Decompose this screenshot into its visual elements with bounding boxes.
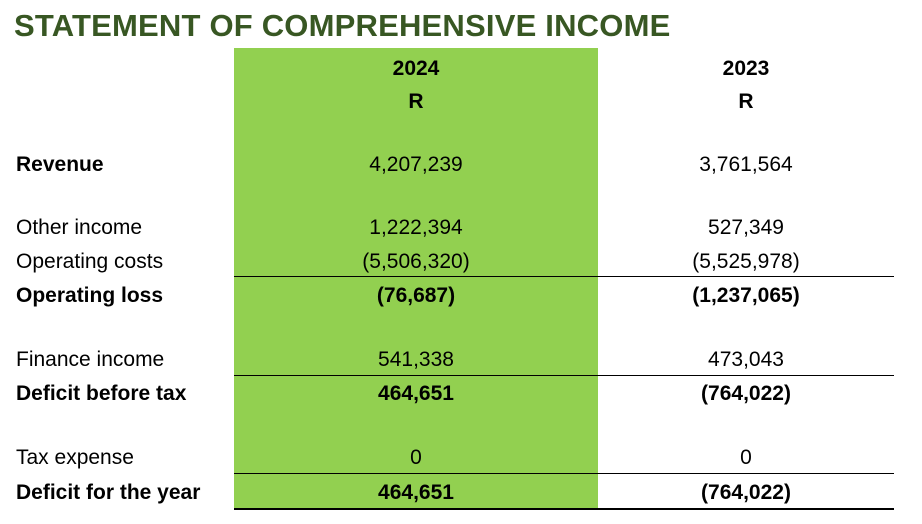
row-label-tax-expense: Tax expense <box>16 446 134 469</box>
value-other-income-2023: 527,349 <box>708 216 784 239</box>
value-deficit-for-year-2024: 464,651 <box>378 481 454 504</box>
row-label-revenue: Revenue <box>16 153 104 176</box>
value-deficit-before-tax-2023: (764,022) <box>701 382 791 405</box>
value-tax-expense-2024: 0 <box>410 446 422 469</box>
row-label-operating-loss: Operating loss <box>16 284 164 307</box>
rule-tax-expense <box>234 473 894 474</box>
header-year-2024: 2024 <box>392 57 440 80</box>
rule-final-total <box>234 508 894 510</box>
page-title: STATEMENT OF COMPREHENSIVE INCOME <box>14 8 671 43</box>
value-revenue-2024: 4,207,239 <box>369 153 463 176</box>
row-label-deficit-for-year: Deficit for the year <box>16 481 201 504</box>
row-label-operating-costs: Operating costs <box>16 250 164 273</box>
value-finance-income-2023: 473,043 <box>708 348 784 371</box>
highlight-column-2024 <box>234 48 598 508</box>
value-tax-expense-2023: 0 <box>740 446 752 469</box>
value-revenue-2023: 3,761,564 <box>699 153 793 176</box>
value-deficit-before-tax-2024: 464,651 <box>378 382 454 405</box>
value-deficit-for-year-2023: (764,022) <box>701 481 791 504</box>
header-year-2023: 2023 <box>722 57 770 80</box>
value-finance-income-2024: 541,338 <box>378 348 454 371</box>
row-label-finance-income: Finance income <box>16 348 165 371</box>
rule-finance-income <box>234 375 894 376</box>
value-operating-loss-2023: (1,237,065) <box>692 284 800 307</box>
rule-operating-costs <box>234 276 894 277</box>
value-operating-loss-2024: (76,687) <box>376 284 456 307</box>
value-operating-costs-2023: (5,525,978) <box>692 250 800 273</box>
row-label-other-income: Other income <box>16 216 143 239</box>
value-other-income-2024: 1,222,394 <box>369 216 463 239</box>
header-currency-2024: R <box>408 90 424 113</box>
value-operating-costs-2024: (5,506,320) <box>362 250 470 273</box>
row-label-deficit-before-tax: Deficit before tax <box>16 382 187 405</box>
header-currency-2023: R <box>738 90 754 113</box>
